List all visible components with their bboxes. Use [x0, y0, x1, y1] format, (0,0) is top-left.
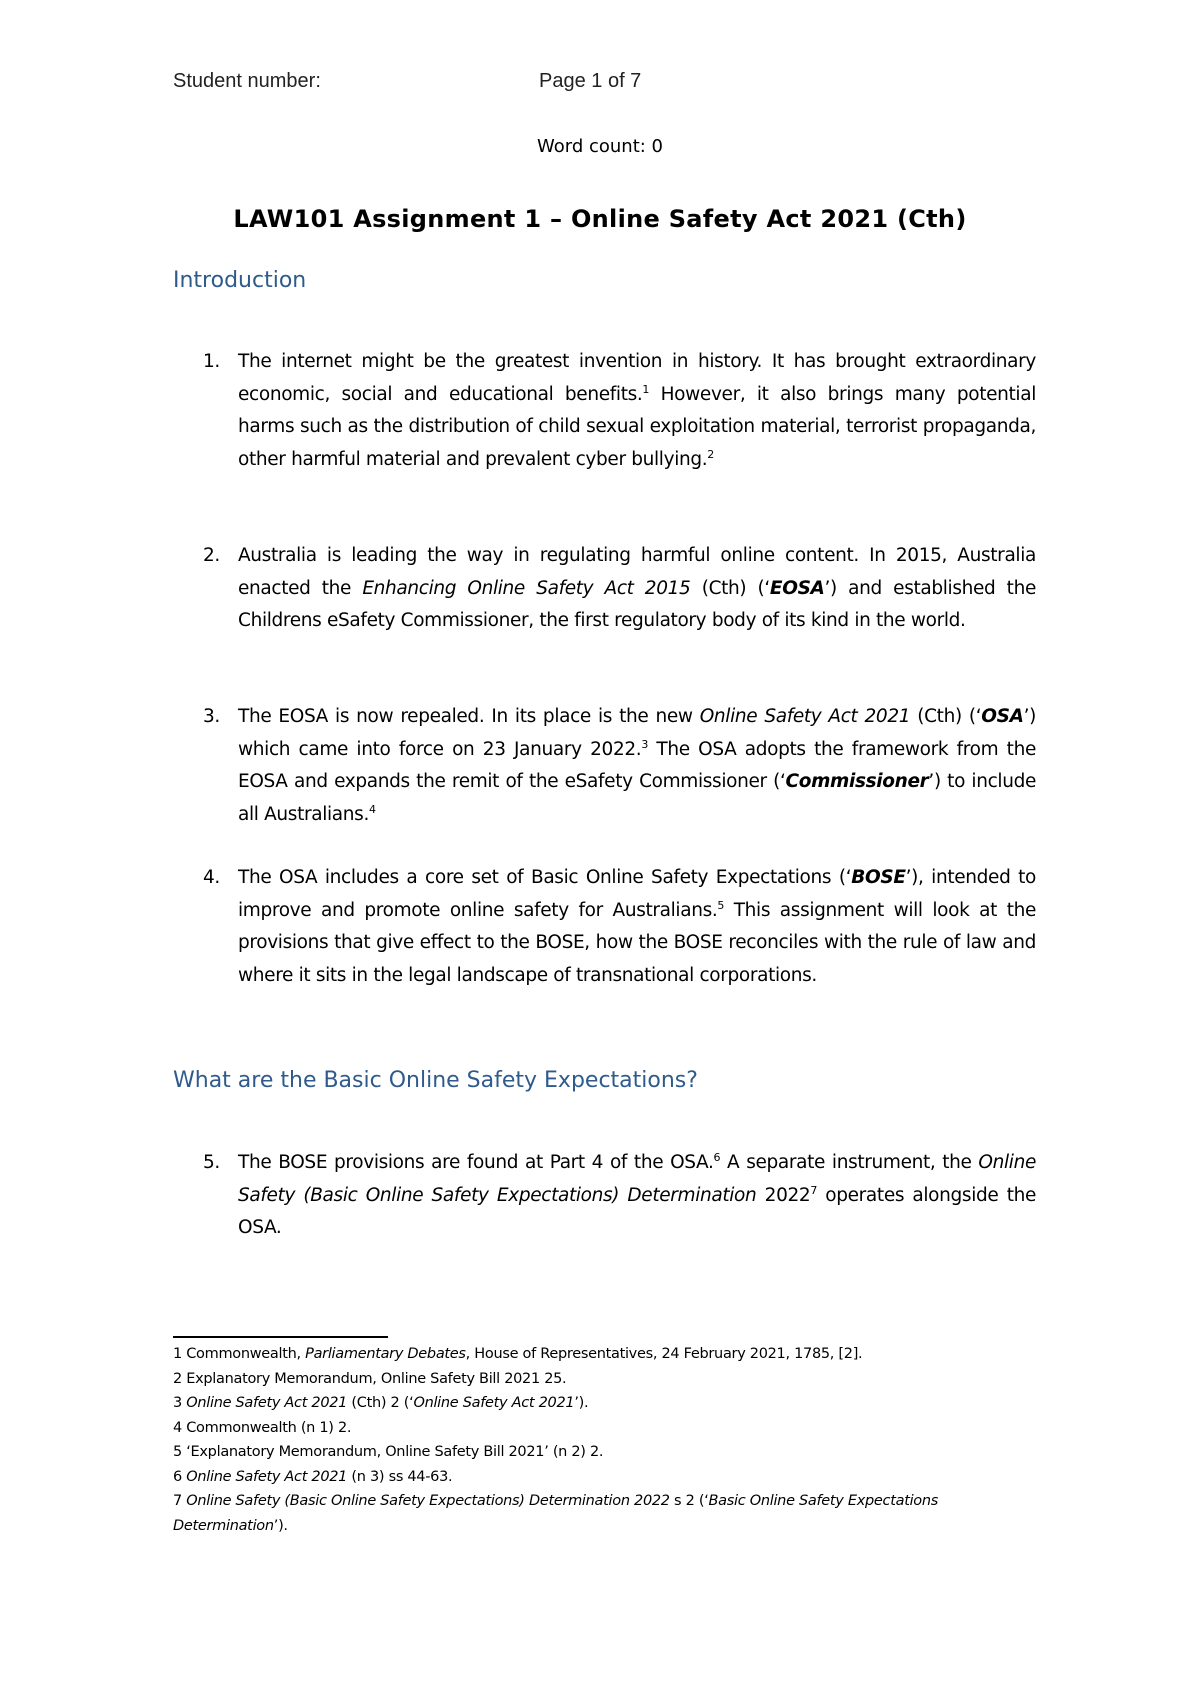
paragraph-text: The EOSA is now repealed. In its place is the new	[238, 706, 700, 727]
defined-term: Commissioner	[785, 771, 929, 792]
paragraph-number: 4.	[203, 867, 220, 888]
paragraph-2	[203, 540, 1036, 638]
act-title: Enhancing Online Safety Act 2015	[362, 577, 691, 599]
paragraph-text: A separate instrument, the	[720, 1152, 979, 1173]
paragraph-text: The OSA adopts the framework from the EOSA and expands the remit of the eSafety Commissioner (‘	[238, 738, 1036, 792]
instrument-title: Online Safety (Basic Online Safety Expectations) Determination	[238, 1152, 1036, 1206]
paragraph-text: ’), intended to improve and promote online safety for Australians.	[238, 867, 1036, 921]
page-indicator: Page 1 of 7	[539, 70, 642, 92]
footnotes	[173, 1342, 1033, 1538]
word-count: Word count: 0	[536, 136, 663, 157]
paragraph-number: 2.	[203, 545, 220, 566]
footnote-5: 5 ‘Explanatory Memorandum, Online Safety Bill 2021’ (n 2) 2.	[173, 1444, 604, 1460]
paragraph-text: ’) to include all Australians.	[238, 771, 1036, 825]
paragraph-text: However, it also brings many potential harms such as the distribution of child sexual exploitation material, terrorist propaganda, other harmful material and prevalent cyber bullying.	[238, 383, 1036, 470]
paragraph-3	[203, 701, 1036, 831]
footnote-3: 3 Online Safety Act 2021 (Cth) 2 (‘Online Safety Act 2021’).	[173, 1395, 589, 1411]
paragraph-4	[203, 862, 1036, 992]
paragraph-1	[203, 346, 1036, 476]
paragraph-text: Australia is leading the way in regulating harmful online content. In 2015, Australia enacted the	[238, 545, 1036, 599]
footnote-4: 4 Commonwealth (n 1) 2.	[173, 1419, 352, 1436]
paragraph-text: The BOSE provisions are found at Part 4 of the OSA.	[238, 1152, 714, 1173]
paragraph-text: This assignment will look at the provisions that give effect to the BOSE, how the BOSE reconciles with the rule of law and where it sits in the legal landscape of transnational corporations.	[238, 899, 1037, 986]
paragraph-number: 5.	[203, 1152, 220, 1173]
paragraph-text: ’) and established the Childrens eSafety Commissioner, the first regulatory body of its kind in the world.	[238, 577, 1036, 631]
paragraph-text: (Cth) (‘	[910, 706, 982, 727]
footnote-7: 7 Online Safety (Basic Online Safety Expectations) Determination 2022 s 2 (‘Basic Online Safety Expectations Determination’).	[173, 1493, 939, 1534]
document-title: LAW101 Assignment 1 – Online Safety Act 2021 (Cth)	[233, 205, 967, 233]
paragraph-text: (Cth) (‘	[690, 577, 770, 599]
footnote-ref[interactable]: 5	[717, 898, 725, 912]
defined-term: BOSE	[851, 867, 906, 888]
heading-bose: What are the Basic Online Safety Expectations?	[173, 1068, 698, 1093]
footnote-2: 2 Explanatory Memorandum, Online Safety Bill 2021 25.	[173, 1370, 567, 1387]
footnote-ref[interactable]: 1	[642, 382, 650, 396]
act-title: Online Safety Act 2021	[699, 706, 911, 727]
footnote-6: 6 Online Safety Act 2021 (n 3) ss 44-63.	[173, 1468, 453, 1485]
footnote-ref[interactable]: 6	[713, 1150, 721, 1164]
paragraph-text: operates alongside the OSA.	[238, 1184, 1036, 1238]
footnote-1: 1 Commonwealth, Parliamentary Debates, House of Representatives, 24 February 2021, 1785, [2].	[173, 1346, 863, 1362]
paragraph-text: The OSA includes a core set of Basic Online Safety Expectations (‘	[238, 867, 852, 888]
heading-introduction: Introduction	[173, 268, 307, 293]
paragraph-number: 1.	[203, 351, 220, 372]
footnote-ref[interactable]: 7	[810, 1183, 818, 1197]
student-number-label: Student number:	[173, 70, 321, 92]
footnote-ref[interactable]: 4	[368, 802, 376, 816]
paragraph-number: 3.	[203, 706, 220, 727]
paragraph-text: ’) which came into force on 23 January 2022.	[238, 706, 1036, 760]
footnote-separator	[173, 1336, 388, 1338]
paragraph-text: The internet might be the greatest invention in history. It has brought extraordinary economic, social and educational benefits.	[238, 351, 1036, 405]
defined-term: EOSA	[769, 577, 825, 599]
paragraph-text: 2022	[756, 1184, 811, 1206]
footnote-ref[interactable]: 2	[707, 447, 714, 461]
paragraph-5	[203, 1147, 1036, 1245]
defined-term: OSA	[981, 706, 1024, 727]
footnote-ref[interactable]: 3	[641, 737, 648, 751]
